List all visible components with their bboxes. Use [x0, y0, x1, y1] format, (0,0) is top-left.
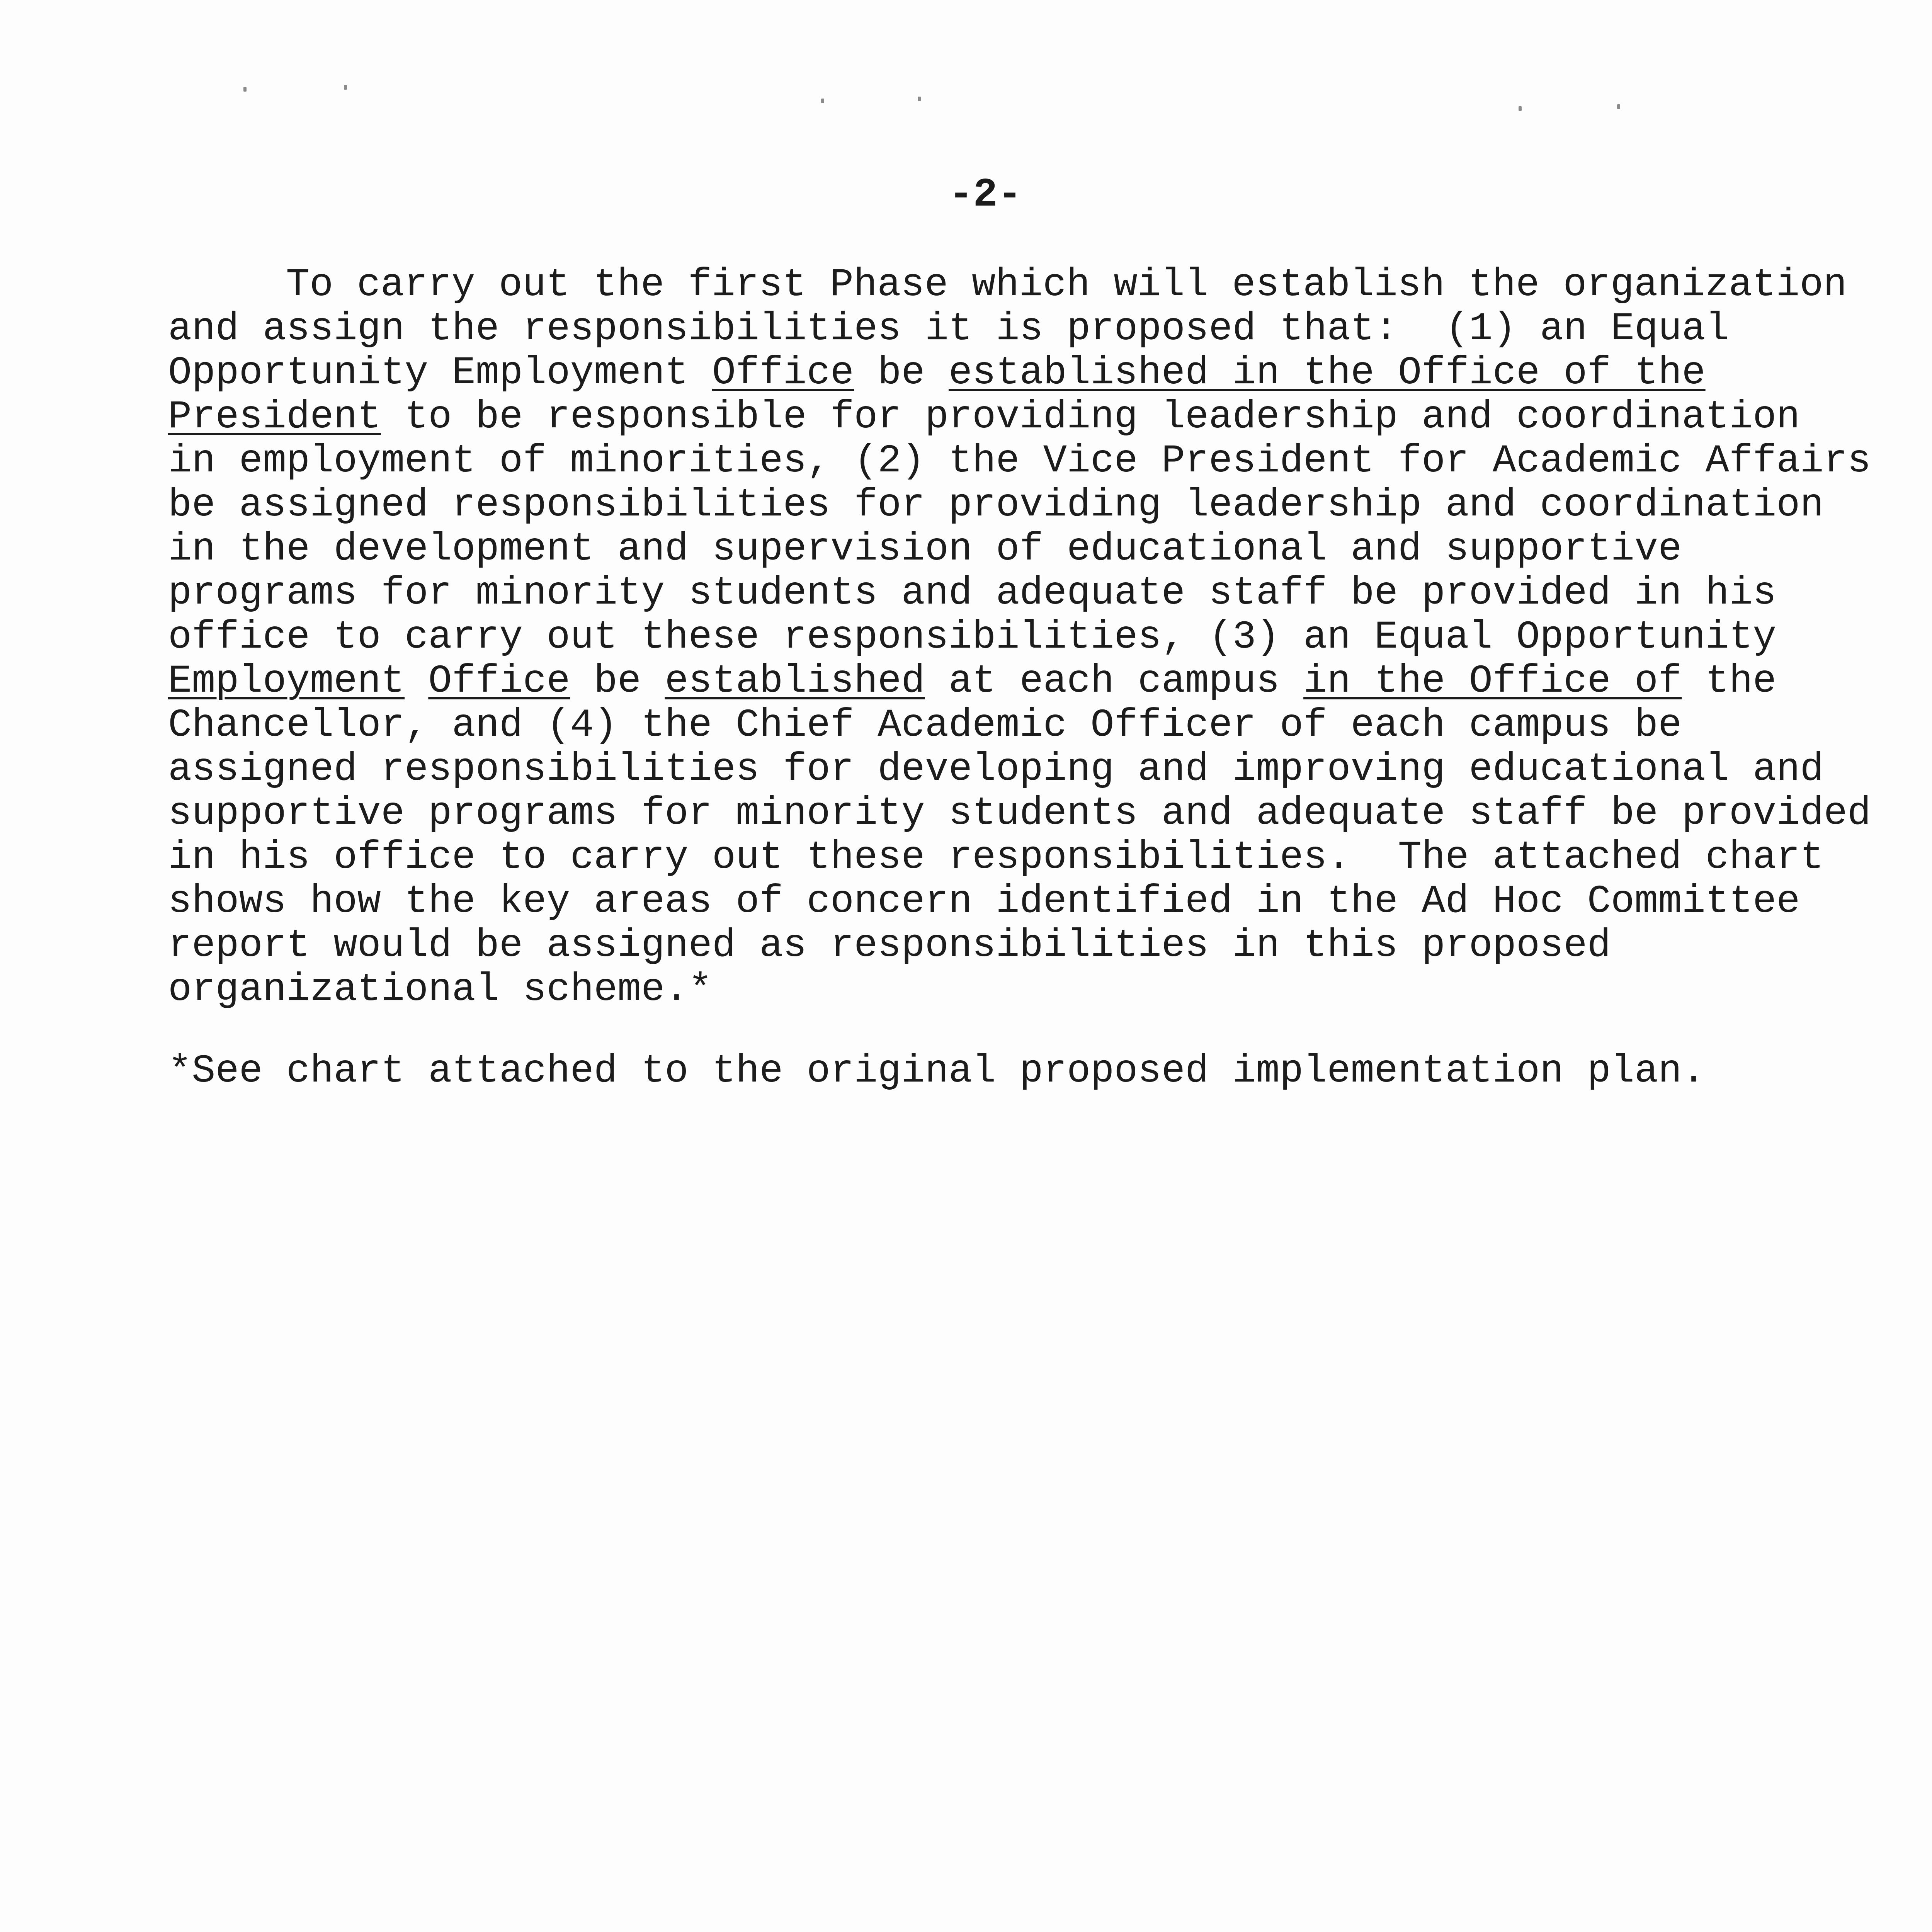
- paragraph-line: [168, 703, 1868, 747]
- text-run: [405, 659, 428, 704]
- scan-speck: [243, 87, 247, 92]
- text-run: To carry out the first Phase which will establish the organization: [286, 262, 1847, 307]
- text-run: in his office to carry out these responsibilities. The attached chart: [168, 835, 1824, 880]
- paragraph-line: [168, 659, 1868, 703]
- underlined-text: President: [168, 395, 381, 439]
- paragraph-line: [168, 835, 1868, 879]
- paragraph-line: [168, 483, 1868, 527]
- text-run: Opportunity Employment: [168, 350, 712, 395]
- text-run: Chancellor, and (4) the Chief Academic Officer of each campus be: [168, 703, 1682, 748]
- text-run: in the development and supervision of educational and supportive: [168, 527, 1682, 571]
- paragraph-line: [168, 439, 1871, 483]
- text-run: organizational scheme.*: [168, 967, 712, 1012]
- paragraph-line: [168, 307, 1868, 351]
- paragraph-line: [168, 747, 1868, 791]
- text-run: at each campus: [925, 659, 1304, 704]
- paragraph-line: [168, 571, 1868, 615]
- scan-speck: [344, 85, 347, 90]
- page-number: -2-: [949, 172, 1022, 218]
- paragraph-line: [168, 263, 1868, 307]
- scan-speck: [1519, 106, 1522, 111]
- paragraph-line: [168, 527, 1868, 571]
- text-run: be assigned responsibilities for providing leadership and coordination: [168, 483, 1824, 527]
- text-run: report would be assigned as responsibilities in this proposed: [168, 923, 1611, 968]
- text-run: shows how the key areas of concern identified in the Ad Hoc Committee: [168, 879, 1800, 924]
- text-run: programs for minority students and adequate staff be provided in his: [168, 571, 1777, 616]
- text-run: the: [1682, 659, 1777, 704]
- underlined-text: Office: [712, 350, 854, 395]
- body-paragraph: [168, 262, 1871, 1012]
- underlined-text: established in the Office of the: [948, 350, 1706, 395]
- text-run: be: [854, 350, 949, 395]
- paragraph-line: [168, 615, 1868, 659]
- paragraph-line: [168, 923, 1868, 968]
- paragraph-line: [168, 791, 1871, 836]
- text-run: to be responsible for providing leadership and coordination: [381, 395, 1800, 439]
- text-run: in employment of minorities, (2) the Vice President for Academic Affairs: [168, 439, 1871, 483]
- underlined-text: Office: [428, 659, 570, 704]
- text-run: supportive programs for minority students and adequate staff be provided: [168, 791, 1871, 836]
- text-run: office to carry out these responsibilities, (3) an Equal Opportunity: [168, 615, 1777, 660]
- paragraph-line: [168, 351, 1868, 395]
- text-run: and assign the responsibilities it is proposed that: (1) an Equal: [168, 306, 1729, 351]
- underlined-text: Employment: [168, 659, 405, 704]
- scan-speck: [918, 97, 921, 101]
- scan-speck: [821, 99, 824, 103]
- scan-speck: [1617, 104, 1620, 109]
- text-run: be: [570, 659, 665, 704]
- footnote: *See chart attached to the original proposed implementation plan.: [168, 1049, 1706, 1094]
- underlined-text: in the Office of: [1303, 659, 1682, 704]
- paragraph-line: [168, 968, 1868, 1012]
- paragraph-line: [168, 395, 1868, 439]
- paragraph-line: [168, 879, 1868, 923]
- underlined-text: established: [665, 659, 925, 704]
- text-run: assigned responsibilities for developing and improving educational and: [168, 747, 1824, 792]
